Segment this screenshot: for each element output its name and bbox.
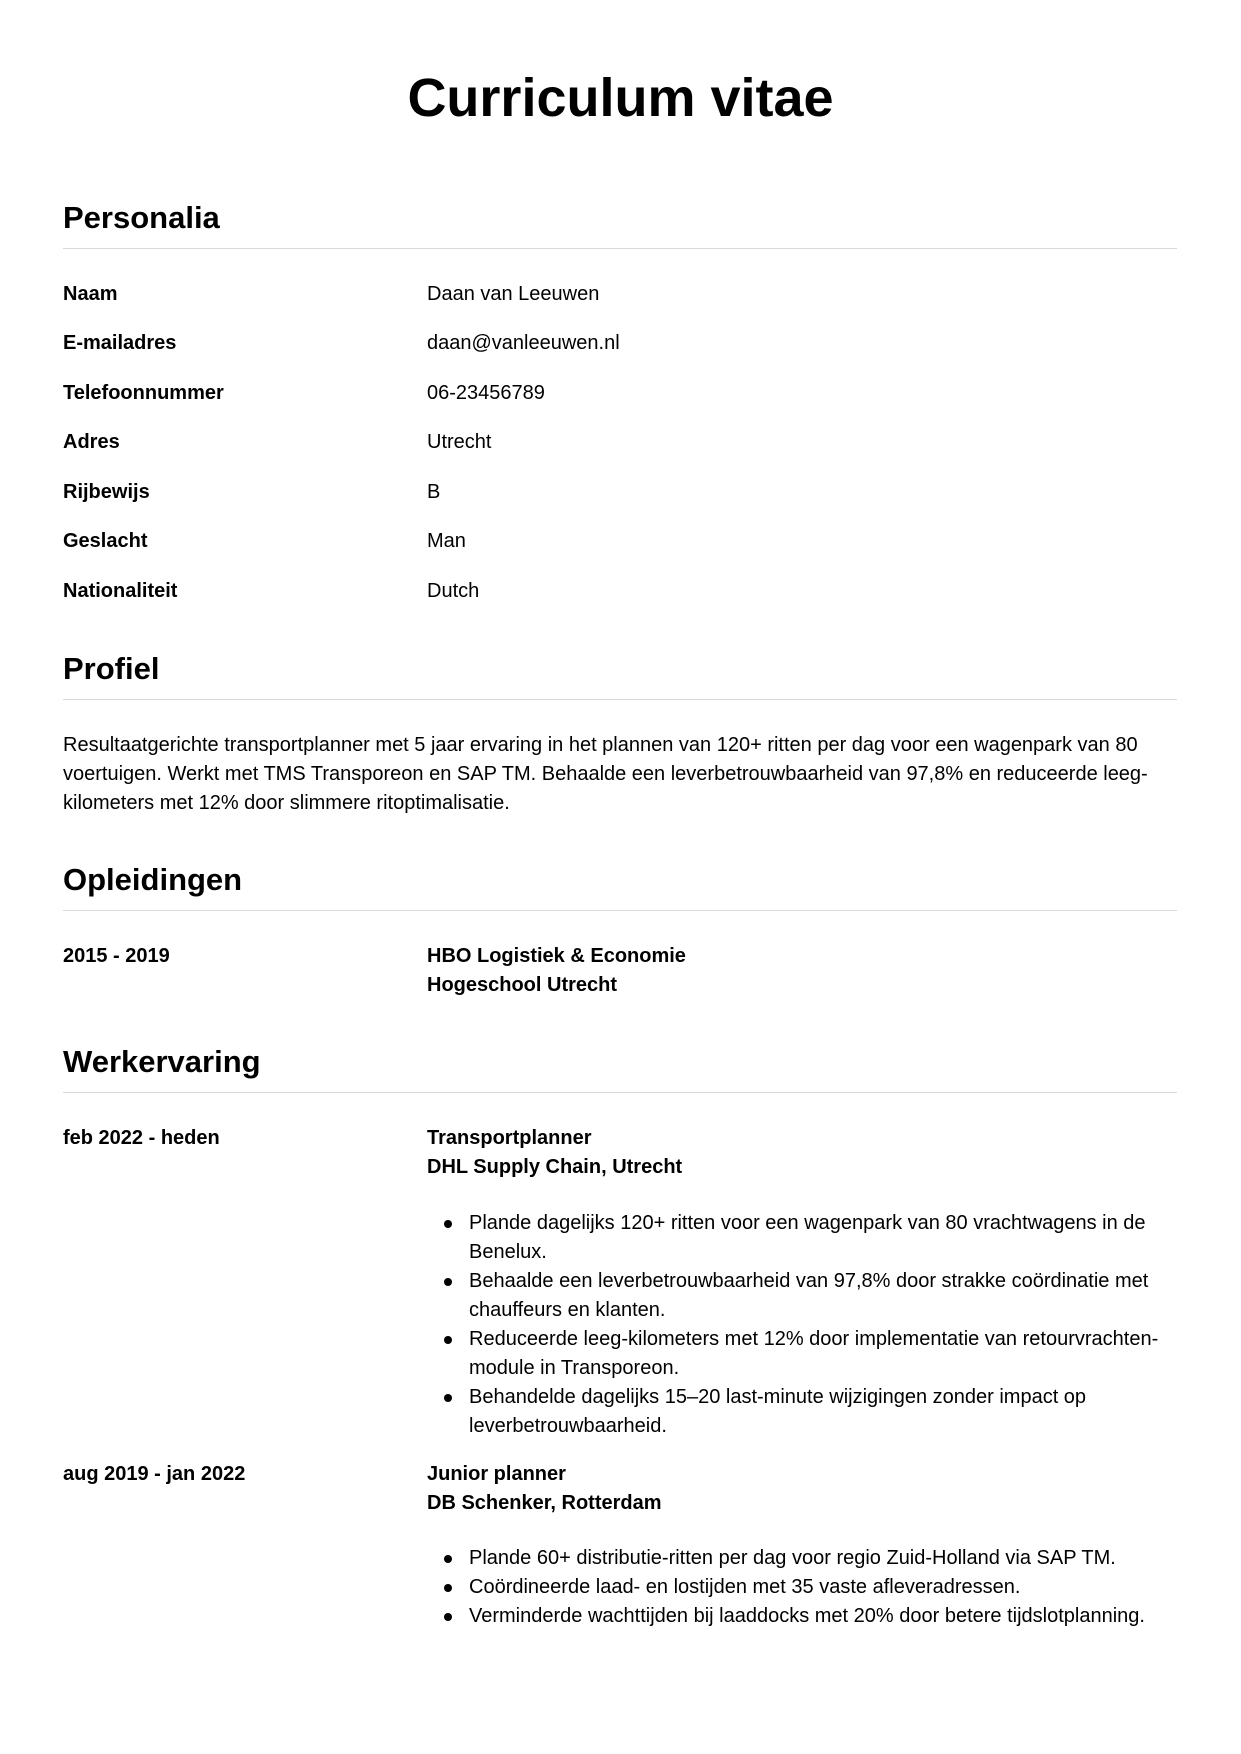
value-geslacht: Man <box>427 530 466 552</box>
page-title: Curriculum vitae <box>407 68 834 128</box>
list-item <box>427 1383 1179 1441</box>
value-email: daan@vanleeuwen.nl <box>427 332 620 354</box>
bullet-icon <box>444 1278 452 1286</box>
value-rijbewijs: B <box>427 481 441 503</box>
label-naam: Naam <box>63 283 118 305</box>
label-rijbewijs: Rijbewijs <box>63 481 150 503</box>
list-item <box>427 1544 1179 1573</box>
job-bullet-list <box>427 1544 1179 1631</box>
bullet-icon <box>444 1613 452 1621</box>
bullet-text: Reduceerde leeg-kilometers met 12% door implementatie van retourvrachten-module in Transporeon. <box>469 1328 1159 1379</box>
list-item <box>427 1267 1179 1325</box>
value-telefoon: 06-23456789 <box>427 382 545 404</box>
bullet-text: Verminderde wachttijden bij laaddocks met 20% door betere tijdslotplanning. <box>469 1605 1145 1627</box>
bullet-icon <box>444 1336 452 1344</box>
label-geslacht: Geslacht <box>63 530 148 552</box>
bullet-text: Behandelde dagelijks 15–20 last-minute wijzigingen zonder impact op leverbetrouwbaarheid. <box>469 1386 1087 1437</box>
education-period: 2015 - 2019 <box>63 945 170 967</box>
profiel-text: Resultaatgerichte transportplanner met 5 jaar ervaring in het plannen van 120+ ritten per dag voor een wagenpark van 80 voertuigen. Werkt met TMS Transporeon en SAP TM. Behaalde een leverbetrouwbaarheid van 97,8% en reduceerde leeg-kilometers met 12% door slimmere ritoptimalisatie. <box>63 734 1148 814</box>
bullet-text: Plande dagelijks 120+ ritten voor een wagenpark van 80 vrachtwagens in de Benelux. <box>469 1212 1146 1263</box>
value-nationaliteit: Dutch <box>427 580 480 602</box>
list-item <box>427 1209 1179 1267</box>
label-nationaliteit: Nationaliteit <box>63 580 178 602</box>
section-divider <box>63 910 1177 911</box>
job-company: DB Schenker, Rotterdam <box>427 1492 662 1514</box>
job-role: Transportplanner <box>427 1127 592 1149</box>
bullet-text: Behaalde een leverbetrouwbaarheid van 97,8% door strakke coördinatie met chauffeurs en klanten. <box>469 1270 1149 1321</box>
education-degree: HBO Logistiek & Economie <box>427 945 686 967</box>
label-adres: Adres <box>63 431 120 453</box>
bullet-icon <box>444 1220 452 1228</box>
label-email: E-mailadres <box>63 332 177 354</box>
section-divider <box>63 1092 1177 1093</box>
job-role: Junior planner <box>427 1463 566 1485</box>
list-item <box>427 1325 1179 1383</box>
job-bullet-list <box>427 1209 1179 1441</box>
personalia-heading: Personalia <box>63 200 220 235</box>
bullet-icon <box>444 1584 452 1592</box>
bullet-icon <box>444 1555 452 1563</box>
label-telefoon: Telefoonnummer <box>63 382 224 404</box>
education-school: Hogeschool Utrecht <box>427 974 618 996</box>
bullet-icon <box>444 1394 452 1402</box>
job-period: feb 2022 - heden <box>63 1127 220 1149</box>
value-naam: Daan van Leeuwen <box>427 283 600 305</box>
section-divider <box>63 699 1177 700</box>
value-adres: Utrecht <box>427 431 492 453</box>
bullet-text: Coördineerde laad- en lostijden met 35 vaste afleveradressen. <box>469 1576 1021 1598</box>
opleidingen-heading: Opleidingen <box>63 862 243 897</box>
bullet-text: Plande 60+ distributie-ritten per dag voor regio Zuid-Holland via SAP TM. <box>469 1547 1116 1569</box>
werkervaring-heading: Werkervaring <box>63 1044 261 1079</box>
job-period: aug 2019 - jan 2022 <box>63 1463 246 1485</box>
section-divider <box>63 248 1177 249</box>
profiel-heading: Profiel <box>63 651 160 686</box>
list-item <box>427 1602 1179 1631</box>
list-item <box>427 1573 1179 1602</box>
job-company: DHL Supply Chain, Utrecht <box>427 1156 683 1178</box>
